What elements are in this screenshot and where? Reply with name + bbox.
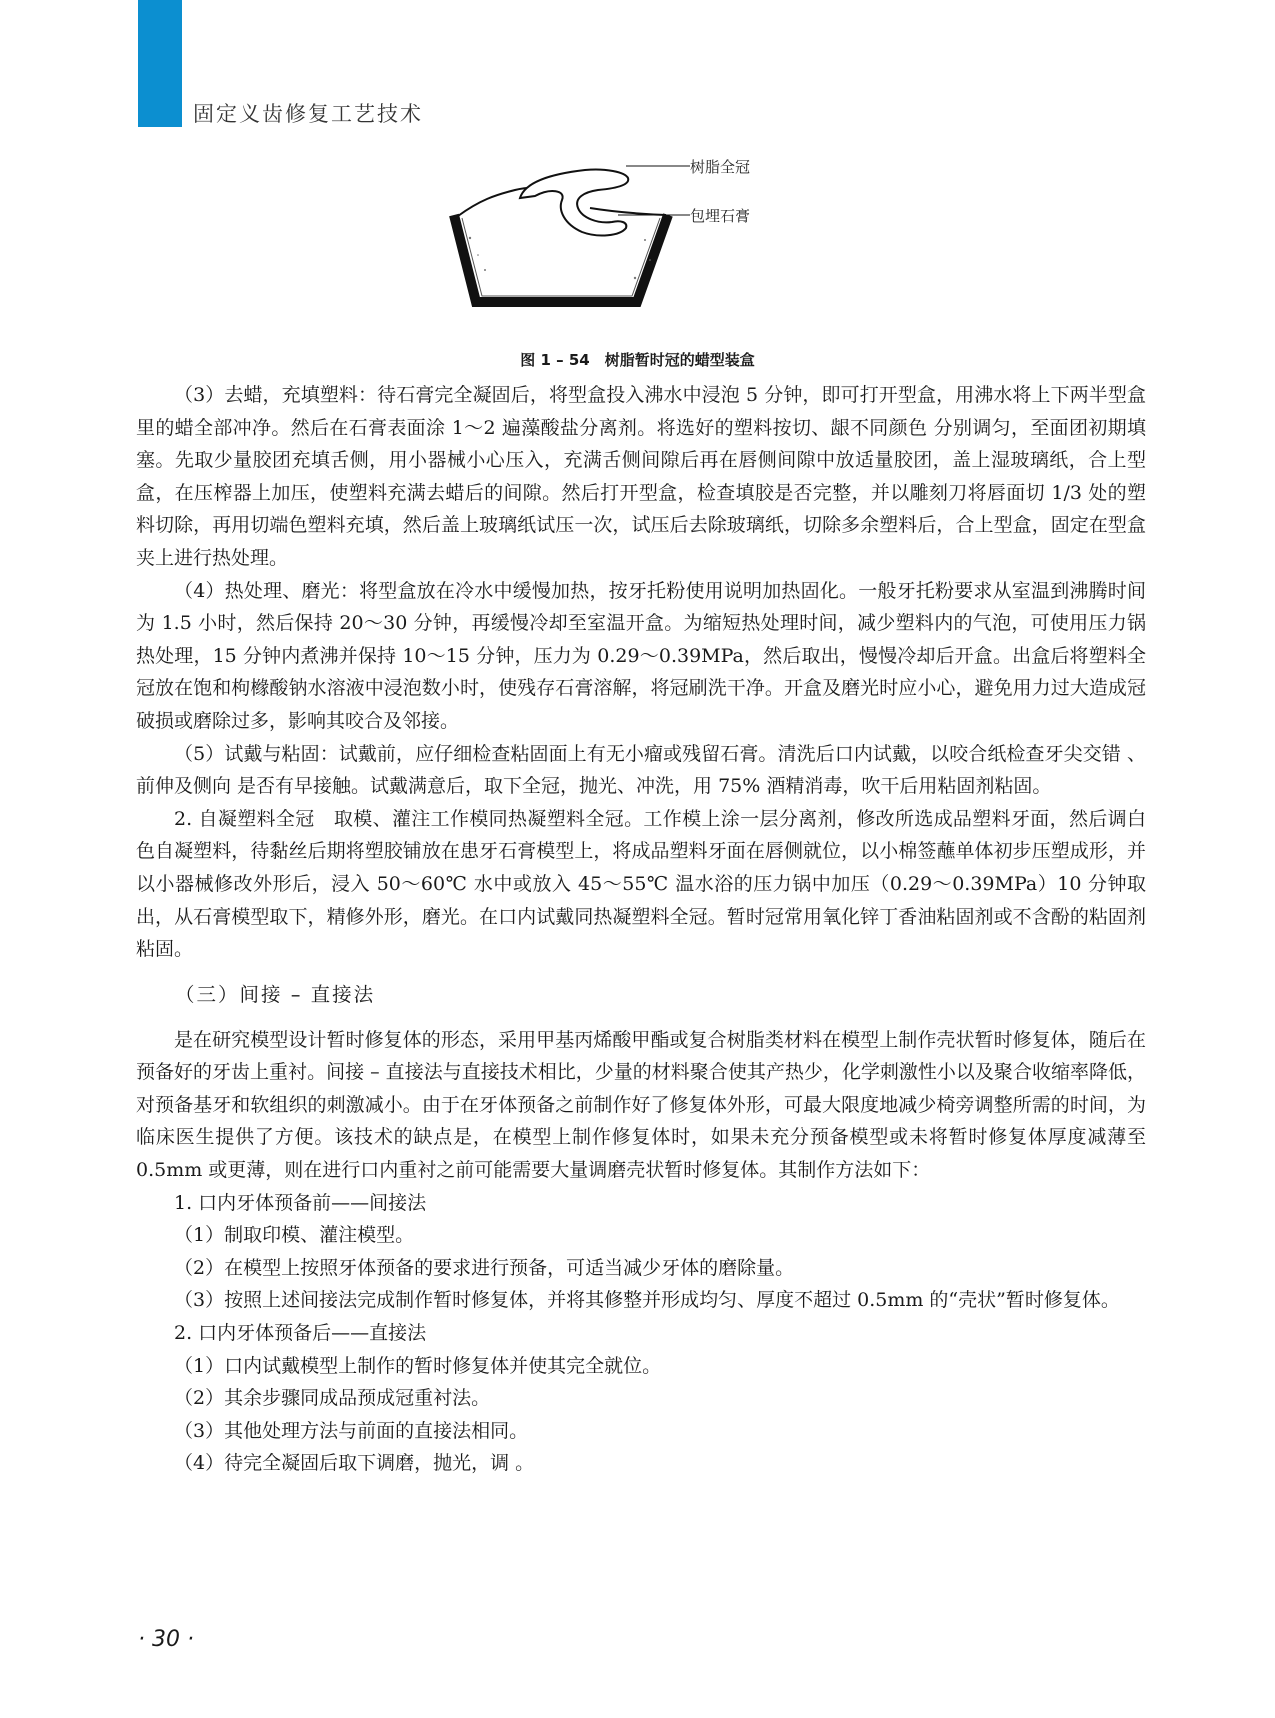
figure-wax-pattern-flask [440,160,860,345]
paragraph: （5）试戴与粘固：试戴前，应仔细检查粘固面上有无小瘤或残留石膏。清洗后口内试戴，以咬合纸检查牙尖交错 、前伸及侧向 是否有早接触。试戴满意后，取下全冠，抛光、冲洗，用 75% 酒精消毒，吹干后用粘固剂粘固。 [136,742,1146,798]
plaster-edge [462,218,660,296]
list-item: （1）制取印模、灌注模型。 [174,1224,415,1247]
list-item: （3）按照上述间接法完成制作暂时修复体，并将其修整并形成均匀、厚度不超过 0.5mm 的“壳状”暂时修复体。 [174,1289,1120,1312]
page-number: · 30 · [138,1627,194,1652]
list-item: （1）口内试戴模型上制作的暂时修复体并使其完全就位。 [174,1354,662,1377]
plaster-top-right [590,208,666,215]
running-header: 固定义齿修复工艺技术 [193,102,423,126]
list-item: （2）在模型上按照牙体预备的要求进行预备，可适当减少牙体的磨除量。 [174,1256,795,1279]
paragraph: 是在研究模型设计暂时修复体的形态，采用甲基丙烯酸甲酯或复合树脂类材料在模型上制作壳状暂时修复体，随后在预备好的牙齿上重衬。间接 – 直接法与直接技术相比，少量的材料聚合使其产热少，化学刺激性小以及聚合收缩率降低，对预备基牙和软组织的刺激减小。由于在牙体预备之前制作好了修复体外形，可最大限度地减少椅旁调整所需的时间，为临床医生提供了方便。该技术的缺点是，在模型上制作修复体时，如果未充分预备模型或未将暂时修复体厚度减薄至 0.5mm 或更薄，则在进行口内重衬之前可能需要大量调磨壳状暂时修复体。其制作方法如下： [136,1028,1146,1182]
paragraph: （4）热处理、磨光：将型盒放在冷水中缓慢加热，按牙托粉使用说明加热固化。一般牙托粉要求从室温到沸腾时间为 1.5 小时，然后保持 20～30 分钟，再缓慢冷却至室温开盒。为缩短热处理时间，减少塑料内的气泡，可使用压力锅热处理，15 分钟内煮沸并保持 10～15 分钟，压力为 0.29～0.39MPa，然后取出，慢慢冷却后开盒。出盒后将塑料全冠放在饱和枸橼酸钠水溶液中浸泡数小时，使残存石膏溶解，将冠刷洗干净。开盒及磨光时应小心，避免用力过大造成冠破损或磨除过多，影响其咬合及邻接。 [136,579,1146,732]
list-item: （2）其余步骤同成品预成冠重衬法。 [174,1387,491,1410]
list-heading: 2. 口内牙体预备后——直接法 [174,1322,427,1345]
label-resin-crown: 树脂全冠 [690,158,751,176]
paragraph: 2. 自凝塑料全冠 取模、灌注工作模同热凝塑料全冠。工作模上涂一层分离剂，修改所选成品塑料牙面，然后调白色自凝塑料，待黏丝后期将塑胶铺放在患牙石膏模型上，将成品塑料牙面在唇侧就位，以小棉签蘸单体初步压塑成形，并以小器械修改外形后，浸入 50～60℃ 水中或放入 45～55℃ 温水浴的压力锅中加压（0.29～0.39MPa）10 分钟取出，从石膏模型取下，精修外形，磨光。在口内试戴同热凝塑料全冠。暂时冠常用氧化锌丁香油粘固剂或不含酚的粘固剂粘固。 [136,807,1146,961]
section-heading: （三）间接 – 直接法 [175,982,376,1006]
list-item: （4）待完全凝固后取下调磨，抛光，调 。 [174,1452,535,1475]
resin-crown [520,169,628,235]
flask-wall [454,215,668,302]
list-item: （3）其他处理方法与前面的直接法相同。 [174,1419,529,1442]
label-plaster: 包埋石膏 [690,207,751,225]
body-text [136,379,1146,1480]
list-heading: 1. 口内牙体预备前——间接法 [174,1191,427,1214]
flask-diagram [440,160,860,345]
chapter-color-tab [138,0,182,127]
figure-caption: 图 1 – 54 树脂暂时冠的蜡型装盒 [520,351,755,369]
paragraph: （3）去蜡，充填塑料：待石膏完全凝固后，将型盒投入沸水中浸泡 5 分钟，即可打开型盒，用沸水将上下两半型盒里的蜡全部冲净。然后在石膏表面涂 1～2 遍藻酸盐分离剂。将选好的塑料按切、龈不同颜色 分别调匀，至面团初期填塞。先取少量胶团充填舌侧，用小器械小心压入，充满舌侧间隙后再在唇侧间隙中放适量胶团，盖上湿玻璃纸，合上型盒，在压榨器上加压，使塑料充满去蜡后的间隙。然后打开型盒，检查填胶是否完整，并以雕刻刀将唇面切 1/3 处的塑料切除，再用切端色塑料充填，然后盖上玻璃纸试压一次，试压后去除玻璃纸，切除多余塑料后，合上型盒，固定在型盒夹上进行热处理。 [136,384,1146,569]
plaster-texture [469,237,651,279]
